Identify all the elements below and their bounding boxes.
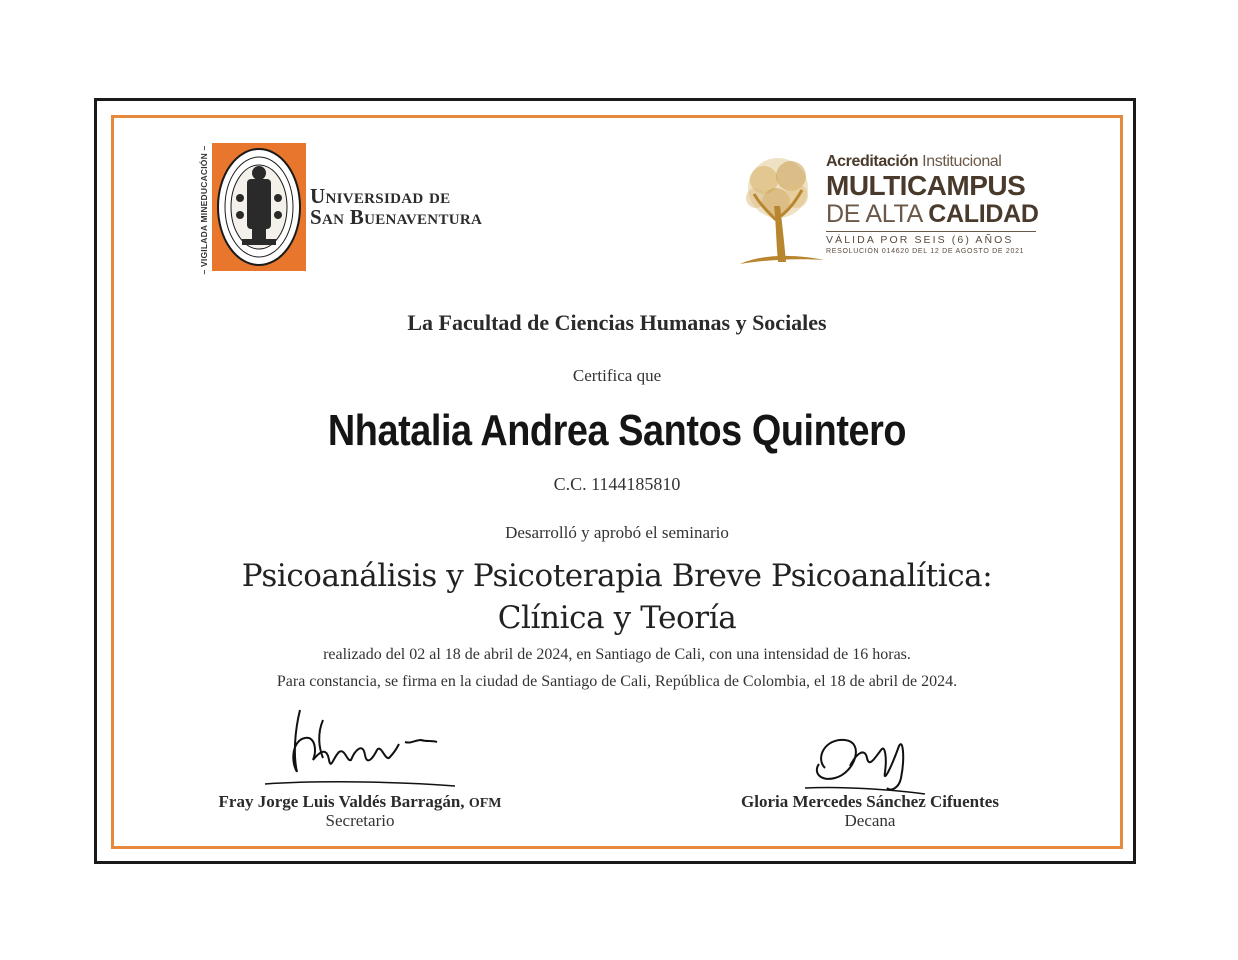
secretary-name: Fray Jorge Luis Valdés Barragán, (218, 792, 465, 811)
dean-name: Gloria Mercedes Sánchez Cifuentes (741, 792, 999, 811)
recipient-id-number: C.C. 1144185810 (553, 474, 681, 494)
accreditation-quality: DE ALTA CALIDAD (826, 200, 1039, 228)
secretary-signature (205, 700, 525, 800)
accreditation-multicampus: MULTICAMPUS (826, 170, 1026, 201)
accreditation-text-block (826, 152, 1040, 255)
completion-statement: Desarrolló y aprobó el seminario (505, 523, 729, 542)
secretary-order: OFM (468, 796, 502, 811)
university-name: Universidad de San Buenaventura (310, 184, 483, 229)
accreditation-title: Acreditación Institucional (826, 153, 1002, 170)
seminar-title: Psicoanálisis y Psicoterapia Breve Psicoanalítica: Clínica y Teoría (241, 558, 993, 636)
seminar-details: realizado del 02 al 18 de abril de 2024, en Santiago de Cali, con una intensidad de 16 horas. (323, 646, 911, 663)
accreditation-resolution: RESOLUCIÓN 014620 DEL 12 DE AGOSTO DE 2021 (826, 248, 1025, 255)
dean-signature-block (710, 792, 1030, 831)
secretary-role: Secretario (325, 811, 395, 830)
recipient-name: Nhatalia Andrea Santos Quintero (327, 406, 907, 455)
accreditation-validity: VÁLIDA POR SEIS (6) AÑOS (826, 234, 1014, 246)
university-seal-logo (212, 143, 306, 271)
dean-role: Decana (844, 811, 896, 830)
vigilada-mineducacion-label: – VIGILADA MINEDUCACIÓN – (199, 145, 209, 275)
secretary-signature-block (190, 792, 530, 831)
certifies-text: Certifica que (572, 366, 662, 385)
faculty-heading: La Facultad de Ciencias Humanas y Sociales (407, 310, 827, 335)
constancy-statement: Para constancia, se firma en la ciudad de Santiago de Cali, República de Colombia, el 18 de abril de 2024. (276, 673, 958, 690)
